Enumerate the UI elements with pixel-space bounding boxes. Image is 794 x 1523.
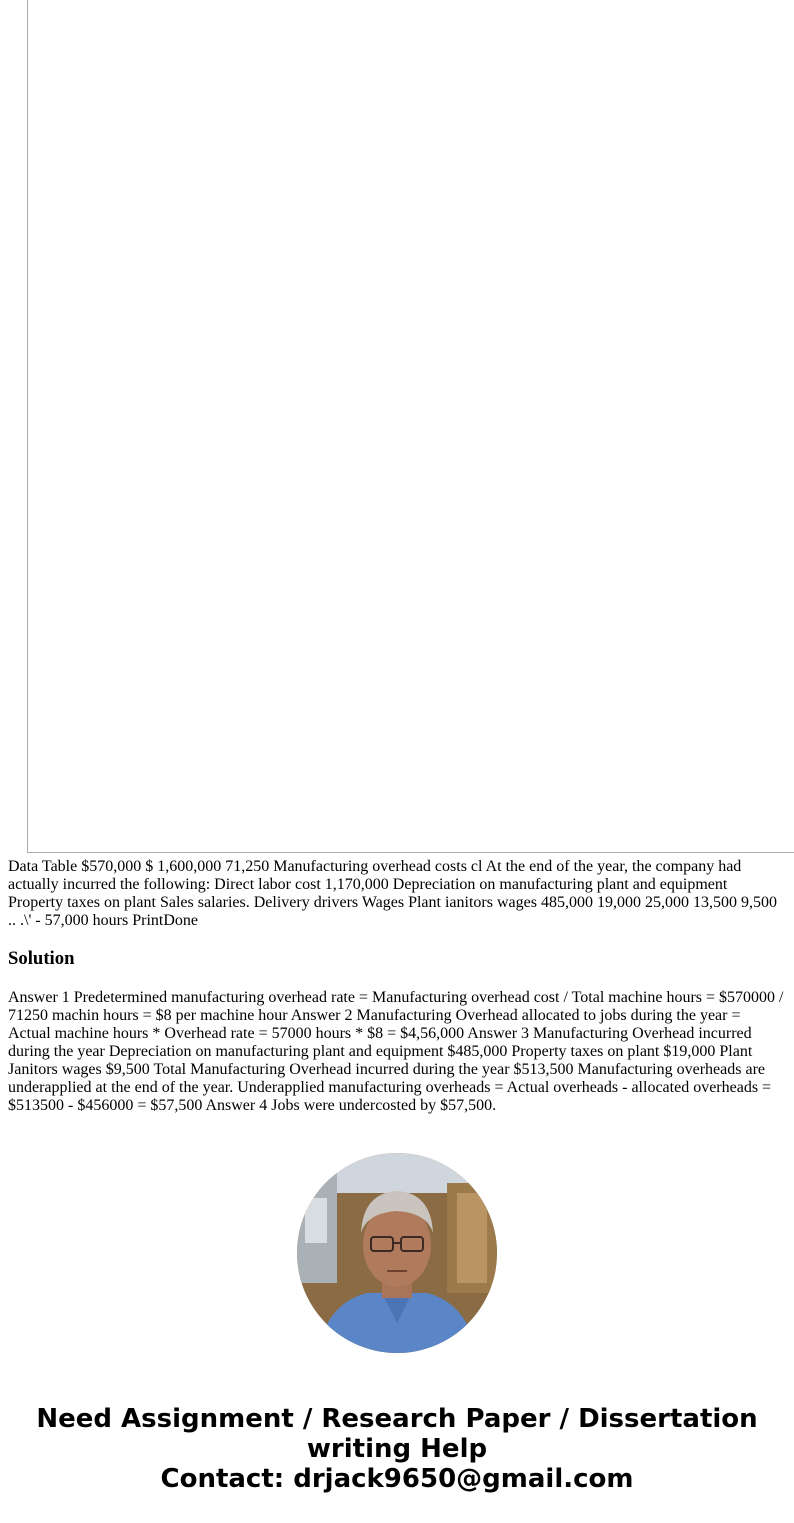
embedded-frame[interactable] <box>27 0 794 853</box>
author-avatar <box>297 1153 497 1353</box>
help-contact-banner <box>0 1404 794 1494</box>
contact-email[interactable]: Contact: drjack9650@gmail.com <box>160 1464 634 1494</box>
author-photo <box>297 1153 497 1353</box>
help-banner-text: Need Assignment / Research Paper / Dissertation writing Help <box>36 1404 758 1464</box>
solution-heading: Solution <box>8 948 75 969</box>
question-text: Data Table $570,000 $ 1,600,000 71,250 Manufacturing overhead costs cl At the end of the year, the company had actually incurred the following: Direct labor cost 1,170,000 Depreciation on manufacturing plant and equipment Property taxes on plant Sales salaries. Delivery drivers Wages Plant ianitors wages 485,000 19,000 25,000 13,500 9,500 .. .\' - 57,000 hours PrintDone <box>8 858 777 929</box>
answer-text: Answer 1 Predetermined manufacturing overhead rate = Manufacturing overhead cost / Total machine hours = $570000 / 71250 machin hours = $8 per machine hour Answer 2 Manufacturing Overhead allocated to jobs during the year = Actual machine hours * Overhead rate = 57000 hours * $8 = $4,56,000 Answer 3 Manufacturing Overhead incurred during the year Depreciation on manufacturing plant and equipment $485,000 Property taxes on plant $19,000 Plant Janitors wages $9,500 Total Manufacturing Overhead incurred during the year $513,500 Manufacturing overheads are underapplied at the end of the year. Underapplied manufacturing overheads = Actual overheads - allocated overheads = $513500 - $456000 = $57,500 Answer 4 Jobs were undercosted by $57,500. <box>8 989 784 1114</box>
